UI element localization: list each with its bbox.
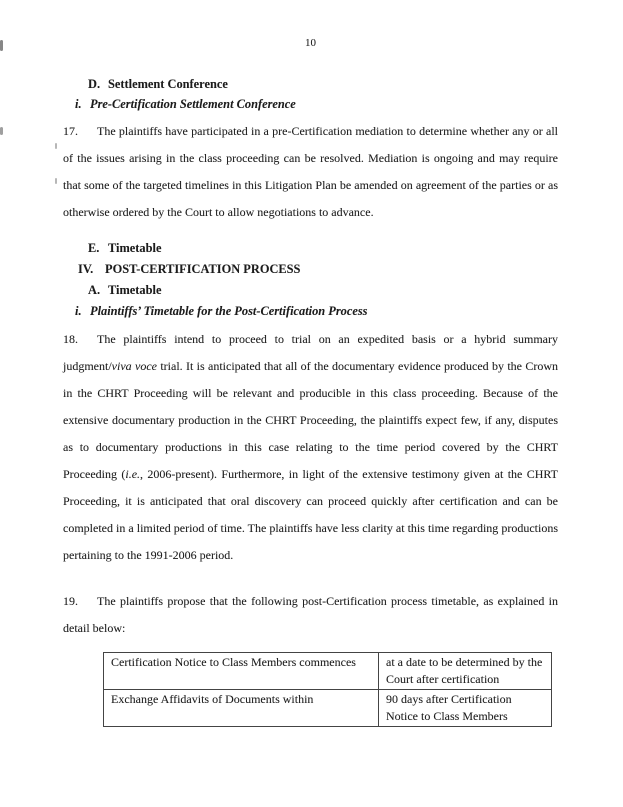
page-number: 10 bbox=[305, 37, 316, 49]
heading-marker: IV. bbox=[78, 262, 94, 276]
heading-marker: E. bbox=[88, 241, 100, 255]
heading-label: Timetable bbox=[108, 283, 162, 297]
table-row bbox=[104, 690, 552, 727]
heading-label: Timetable bbox=[108, 241, 162, 255]
timetable-table bbox=[103, 652, 552, 727]
heading-label: Pre-Certification Settlement Conference bbox=[90, 97, 296, 111]
heading-label: POST-CERTIFICATION PROCESS bbox=[105, 262, 301, 276]
table-cell-item: Exchange Affidavits of Documents within bbox=[104, 690, 379, 727]
paragraph-text: The plaintiffs have participated in a pre-Certification mediation to determine whether any or all of the issues arising in the class proceeding can be resolved. Mediation is ongoing and may require that some of the targeted timelines in this Litigation Plan be amended on agreement of the parties or as otherwise ordered by the Court to allow negotiations to advance. bbox=[63, 124, 558, 219]
heading-settlement-conference bbox=[63, 74, 558, 94]
heading-label: Plaintiffs’ Timetable for the Post-Certification Process bbox=[90, 304, 368, 318]
table-cell-timing: at a date to be determined by the Court after certification bbox=[379, 653, 552, 690]
paragraph-18 bbox=[63, 326, 558, 569]
paragraph-text: The plaintiffs intend to proceed to trial on an expedited basis or a hybrid summary judgment/viva voce trial. It is anticipated that all of the documentary evidence produced by the Crown in the CHRT Proceeding will be relevant and producible in this class proceeding. Because of the extensive documentary production in the CHRT Proceeding, the plaintiffs expect few, if any, disputes as to documentary productions in this case relating to the time period covered by the CHRT Proceeding (i.e., 2006-present). Furthermore, in light of the extensive testimony given at the CHRT Proceeding, it is anticipated that oral discovery can proceed quickly after certification and can be completed in a limited period of time. The plaintiffs have less clarity at this time regarding productions pertaining to the 1991-2006 period. bbox=[63, 332, 559, 562]
heading-marker: A. bbox=[88, 283, 101, 297]
paragraph-number: 19. bbox=[63, 594, 78, 608]
paragraph-text: The plaintiffs propose that the following post-Certification process timetable, as explained in detail below: bbox=[63, 594, 558, 635]
table-row bbox=[104, 653, 552, 690]
heading-label: Settlement Conference bbox=[108, 77, 228, 91]
paragraph-number: 18. bbox=[63, 332, 78, 346]
heading-timetable-e bbox=[63, 238, 558, 259]
heading-post-certification-process bbox=[63, 259, 558, 280]
heading-pre-certification-settlement-conference bbox=[63, 94, 558, 114]
paragraph-number: 17. bbox=[63, 124, 78, 138]
heading-marker: D. bbox=[88, 77, 101, 91]
table-cell-timing: 90 days after Certification Notice to Class Members bbox=[379, 690, 552, 727]
paragraph-17 bbox=[63, 118, 558, 226]
heading-timetable-a bbox=[63, 280, 558, 301]
heading-marker: i. bbox=[75, 97, 82, 111]
heading-marker: i. bbox=[75, 304, 82, 318]
heading-plaintiffs-timetable bbox=[63, 301, 558, 322]
paragraph-19 bbox=[63, 588, 558, 642]
table-cell-item: Certification Notice to Class Members commences bbox=[104, 653, 379, 690]
